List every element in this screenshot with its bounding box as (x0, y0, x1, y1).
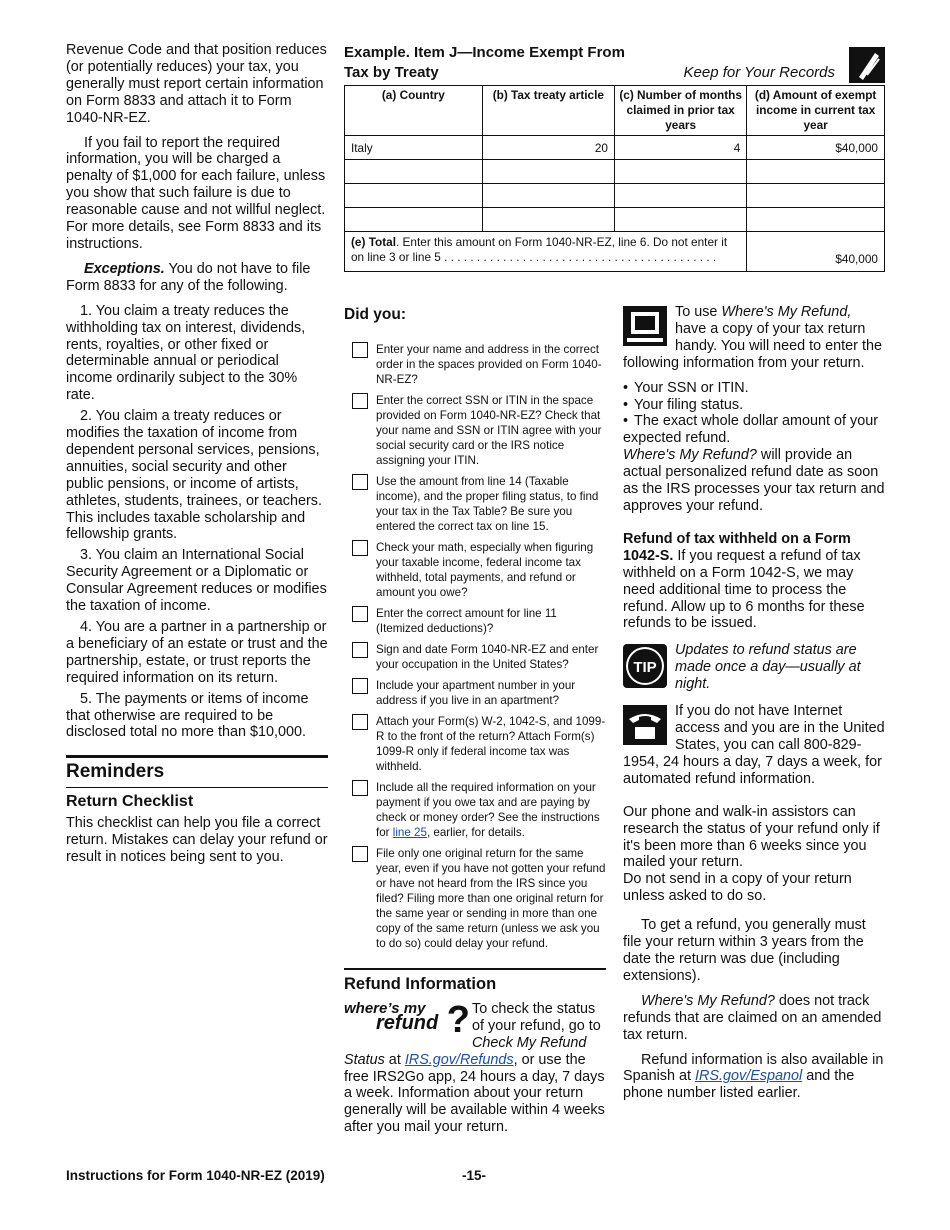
refund-information-heading: Refund Information (344, 968, 606, 993)
divider (66, 787, 328, 788)
tip-icon (623, 644, 667, 693)
right-column (623, 304, 885, 1102)
exception-item: 2. You claim a treaty reduces or modifies the taxation of income from dependent personal services, pensions, annuities, social security and other public pensions, or income of artists, athletes, students, trainees, or teachers. This includes taxable scholarship and fellowship grants. (66, 408, 322, 543)
table-cell: 4 (614, 136, 746, 160)
wheres-my-refund-paragraph: To use Where's My Refund, have a copy of your tax return handy. You will need to enter the following information from your return. (623, 304, 882, 371)
checkbox[interactable] (352, 642, 368, 658)
exceptions-label: Exceptions. (84, 260, 165, 277)
table-row (345, 136, 885, 160)
did-you-heading: Did you: (344, 306, 406, 323)
divider (66, 755, 328, 758)
assistors-paragraph: Our phone and walk-in assistors can research the status of your refund only if it's been more than 6 weeks since you mailed your return. (623, 803, 880, 871)
column-header: (b) Tax treaty article (482, 86, 614, 136)
tip-label: TIP (633, 659, 657, 677)
example-title: Example. Item J—Income Exempt From (344, 44, 625, 61)
table-row (345, 160, 885, 184)
checkbox[interactable] (352, 714, 368, 730)
checkbox[interactable] (352, 846, 368, 862)
column-header: (d) Amount of exempt income in current tax year (747, 86, 885, 136)
table-row (345, 184, 885, 208)
get-refund-paragraph: To get a refund, you generally must file your return within 3 years from the date the return was due (including extensions). (623, 917, 866, 984)
bullet-list (623, 380, 885, 448)
checkbox[interactable] (352, 780, 368, 796)
page-footer (66, 1168, 885, 1183)
checklist-item: Attach your Form(s) W-2, 1042-S, and 1099-R to the front of the return? Attach Form(s) 1099-R only if federal income tax was withheld. (344, 714, 606, 774)
checklist-item: Sign and date Form 1040-NR-EZ and enter your occupation in the United States? (344, 642, 606, 672)
exceptions-paragraph: Exceptions. You do not have to file Form 8833 for any of the following. (66, 260, 311, 294)
exception-item: 4. You are a partner in a partnership or a beneficiary of an estate or trust and the partnership, estate, or trust reports the required information on its return. (66, 619, 328, 686)
column-header: (c) Number of months claimed in prior tax years (614, 86, 746, 136)
checklist-item: Enter the correct SSN or ITIN in the space provided on Form 1040-NR-EZ? Check that your name and SSN or ITIN agree with your social security card or the IRS notice assigning your ITIN. (344, 393, 606, 468)
table-cell: $40,000 (747, 136, 885, 160)
amended-paragraph: Where's My Refund? does not track refunds that are claimed on an amended tax return. (623, 992, 882, 1043)
computer-icon (623, 306, 667, 351)
checklist-item: Enter the correct amount for line 11 (Itemized deductions)? (344, 606, 606, 636)
total-value-cell: $40,000 (747, 232, 885, 272)
table-cell: 20 (482, 136, 614, 160)
total-row (345, 232, 885, 272)
checkbox[interactable] (352, 540, 368, 556)
phone-icon (623, 705, 667, 750)
checklist-item: Include your apartment number in your address if you live in an apartment? (344, 678, 606, 708)
checkbox[interactable] (352, 342, 368, 358)
do-not-send-paragraph: Do not send in a copy of your return unless asked to do so. (623, 871, 852, 905)
checklist-paragraph: This checklist can help you file a correct return. Mistakes can delay your refund or result in notices being sent to you. (66, 815, 328, 865)
refund-status-paragraph: To check the status of your refund, go to Check My Refund Status at IRS.gov/Refunds, or use the free IRS2Go app, 24 hours a day, 7 days a week. Information about your return generally will be available within 4 weeks after you mail your return. (344, 1000, 605, 1136)
checklist-item: Enter your name and address in the correct order in the spaces provided on Form 1040-NR-EZ? (344, 342, 606, 387)
refund-information-section (344, 968, 606, 1136)
checklist-item: Check your math, especially when figuring your taxable income, federal income tax withheld, total payments, and refund or amount you owe? (344, 540, 606, 600)
exception-item: 3. You claim an International Social Security Agreement or a Diplomatic or Consular Agreement reduces or modifies the taxation of income. (66, 547, 327, 615)
checkbox[interactable] (352, 474, 368, 490)
keep-records-label: Keep for Your Records (683, 64, 835, 81)
pencil-icon (849, 47, 885, 83)
checkbox[interactable] (352, 678, 368, 694)
phone-paragraph: If you do not have Internet access and you are in the United States, you can call 800-829-1954, 24 hours a day, 7 days a week, for automated refund information. (623, 703, 885, 787)
column-header: (a) Country (345, 86, 483, 136)
spanish-paragraph: Refund information is also available in Spanish at IRS.gov/Espanol and the phone number listed earlier. (623, 1051, 884, 1102)
checklist-item: Include all the required information on your payment if you owe tax and are paying by check or money order? See the instructions for line 25, earlier, for details. (344, 780, 606, 840)
total-label-cell: (e) Total. Enter this amount on Form 1040-NR-EZ, line 6. Do not enter it on line 3 or line 5 . . . . . . . . . . . . . . . . . . . . . . . . . . . . . . . . . . . . . . . . . . (345, 232, 747, 272)
wheres-my-refund-logo: where’s my refund ? (344, 998, 470, 1041)
refund-1042s-paragraph: Refund of tax withheld on a Form 1042-S. If you request a refund of tax withheld on a Form 1042-S, we may need additional time to process the refund. Allow up to 6 months for these refunds to be issued. (623, 530, 865, 632)
irs-espanol-link[interactable]: IRS.gov/Espanol (695, 1068, 803, 1085)
list-item: • Your SSN or ITIN. (623, 380, 885, 397)
line-25-link[interactable]: line 25 (392, 826, 427, 839)
checkbox[interactable] (352, 393, 368, 409)
table-cell: Italy (345, 136, 483, 160)
tip-text: Updates to refund status are made once a day—usually at night. (675, 642, 861, 693)
treaty-paragraph: Revenue Code and that position reduces (or potentially reduces) your tax, you generally must report certain information on Form 8833 and attach it to Form 1040-NR-EZ. (66, 42, 327, 126)
left-column (66, 42, 328, 874)
tip-block (623, 642, 885, 695)
example-section (344, 42, 885, 272)
irs-refunds-link[interactable]: IRS.gov/Refunds (404, 1051, 514, 1068)
checklist-item: File only one original return for the same year, even if you have not gotten your refund or have not heard from the IRS since you filed? Filing more than one original return for the same year or sending in more than one copy of the same return (unless we ask you to do so) could delay your refund. (344, 846, 606, 951)
checkbox[interactable] (352, 606, 368, 622)
exception-item: 5. The payments or items of income that otherwise are required to be disclosed total no more than $10,000. (66, 690, 309, 741)
checklist-item: Use the amount from line 14 (Taxable income), and the proper filing status, to find your tax in the Tax Table? Be sure you entered the correct tax on line 15. (344, 474, 606, 534)
example-subtitle: Tax by Treaty (344, 64, 439, 81)
list-item: • Your filing status. (623, 397, 885, 414)
table-row (345, 208, 885, 232)
exception-item: 1. You claim a treaty reduces the withholding tax on interest, dividends, rents, royalties, or other fixed or determinable annual or periodical income ordinarily subject to the 30% rate. (66, 302, 306, 404)
list-item: • The exact whole dollar amount of your expected refund. (623, 413, 885, 447)
reminders-heading: Reminders (66, 761, 165, 783)
example-table (344, 85, 885, 272)
refund-date-paragraph: Where's My Refund? will provide an actual personalized refund date as soon as the IRS processes your tax return and approves your refund. (623, 447, 885, 514)
penalty-paragraph: If you fail to report the required information, you will be charged a penalty of $1,000 for each failure, unless you show that such failure is due to reasonable cause and not willful neglect. For more details, see Form 8833 and its instructions. (66, 134, 326, 252)
return-checklist-heading: Return Checklist (66, 793, 194, 811)
footer-title: Instructions for Form 1040-NR-EZ (2019) (66, 1168, 325, 1183)
checklist-section (344, 306, 606, 957)
table-header-row (345, 86, 885, 136)
page-number: -15- (462, 1168, 487, 1183)
